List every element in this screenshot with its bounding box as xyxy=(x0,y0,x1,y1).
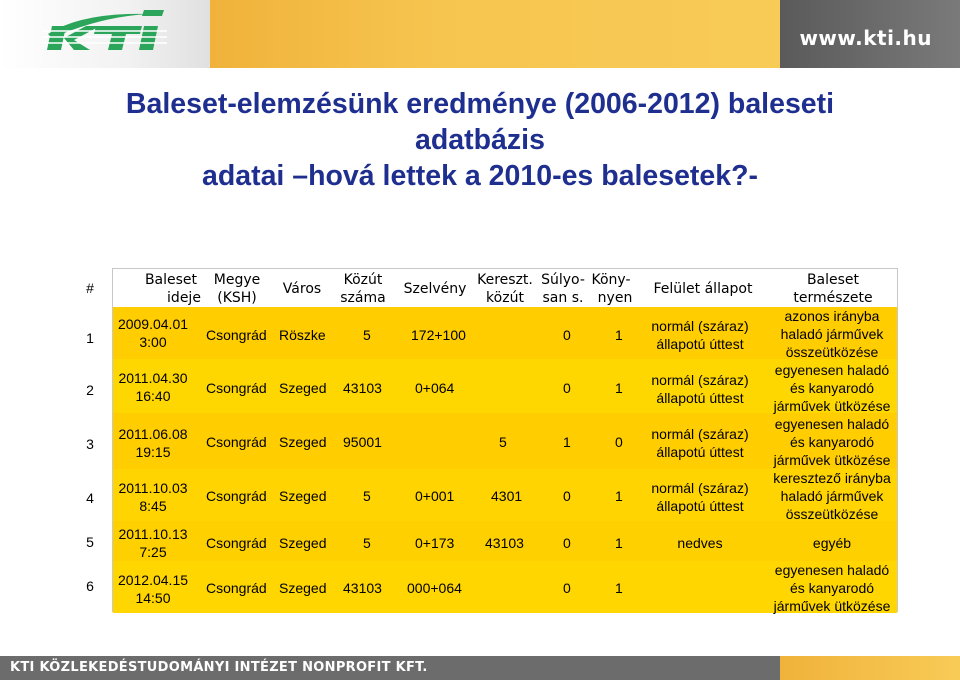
header-baleset-ideje xyxy=(131,271,211,307)
header-szelveny: Szelvény xyxy=(403,281,467,297)
cell-time: 7:25 xyxy=(139,544,167,560)
slide-title xyxy=(60,86,900,194)
cell-szelveny: 0+001 xyxy=(415,488,455,504)
header-konnyen xyxy=(587,271,635,307)
footer-yellow-band xyxy=(780,656,960,680)
header-text: Kereszt. xyxy=(477,272,533,288)
header-megye xyxy=(207,271,267,307)
row-number: 3 xyxy=(86,436,94,452)
cell-konnyen: 1 xyxy=(615,380,623,396)
header-text: Köny- xyxy=(591,272,631,288)
cell-sulyos: 0 xyxy=(563,488,571,504)
cell-megye: Csongrád xyxy=(206,535,267,551)
header-yellow-band xyxy=(210,0,780,68)
cell-time: 8:45 xyxy=(139,498,167,514)
header-kozut-szama xyxy=(333,271,393,307)
cell-szelveny: 000+064 xyxy=(407,580,462,596)
cell-termeszet: egyenesen haladó és kanyarodó járművek ütközése xyxy=(773,362,891,414)
cell-kereszt: 5 xyxy=(499,434,507,450)
cell-felulet-2: állapotú úttest xyxy=(656,390,744,406)
cell-kozut: 5 xyxy=(363,488,371,504)
cell-felulet-1: normál (száraz) xyxy=(651,480,749,496)
header-text: közút xyxy=(486,290,524,306)
cell-megye: Csongrád xyxy=(206,327,267,343)
cell-varos: Szeged xyxy=(279,434,327,450)
header-text: san s. xyxy=(542,290,584,306)
website-url[interactable]: www.kti.hu xyxy=(799,26,932,50)
cell-megye: Csongrád xyxy=(206,580,267,596)
cell-felulet-2: állapotú úttest xyxy=(656,498,744,514)
cell-megye: Csongrád xyxy=(206,434,267,450)
cell-szelveny: 0+064 xyxy=(415,380,455,396)
cell-time: 3:00 xyxy=(139,334,167,350)
cell-kereszt: 43103 xyxy=(485,535,524,551)
cell-time: 16:40 xyxy=(135,388,171,404)
cell-date: 2011.04.30 xyxy=(118,370,188,386)
cell-felulet-1: normál (száraz) xyxy=(651,372,749,388)
cell-sulyos: 0 xyxy=(563,380,571,396)
cell-time: 14:50 xyxy=(135,590,171,606)
cell-varos: Szeged xyxy=(279,580,327,596)
cell-konnyen: 1 xyxy=(615,580,623,596)
header-text: nyen xyxy=(597,290,633,306)
cell-felulet-1: normál (száraz) xyxy=(651,318,749,334)
header-text: Baleset xyxy=(806,272,860,288)
cell-szelveny: 0+173 xyxy=(415,535,455,551)
cell-konnyen: 1 xyxy=(615,488,623,504)
accident-table xyxy=(112,268,898,612)
header-text: Közút xyxy=(343,272,383,288)
cell-szelveny: 172+100 xyxy=(411,327,466,343)
row-number: 5 xyxy=(86,534,94,550)
cell-kozut: 5 xyxy=(363,535,371,551)
cell-megye: Csongrád xyxy=(206,488,267,504)
cell-kozut: 43103 xyxy=(343,580,382,596)
header-text: Súlyo- xyxy=(541,272,585,288)
cell-kozut: 5 xyxy=(363,327,371,343)
cell-kozut: 43103 xyxy=(343,380,382,396)
cell-varos: Szeged xyxy=(279,535,327,551)
title-line-1: Baleset-elemzésünk eredménye (2006-2012) baleseti adatbázis xyxy=(125,88,835,156)
header-termeszete xyxy=(768,271,898,307)
header-felulet: Felület állapot xyxy=(653,281,753,297)
kti-logo-icon xyxy=(42,8,167,54)
cell-date: 2009.04.01 xyxy=(117,316,189,332)
cell-felulet-1: normál (száraz) xyxy=(651,426,749,442)
cell-varos: Szeged xyxy=(279,380,327,396)
cell-felulet-2: állapotú úttest xyxy=(656,444,744,460)
header-text: Megye xyxy=(213,272,261,288)
cell-date: 2011.10.13 xyxy=(118,526,188,542)
row-number: 1 xyxy=(86,330,94,346)
cell-date: 2012.04.15 xyxy=(117,572,189,588)
cell-varos: Szeged xyxy=(279,488,327,504)
footer-bar xyxy=(0,656,960,680)
row-number: 4 xyxy=(86,490,94,506)
header-text: természete xyxy=(793,290,873,306)
cell-termeszet: azonos irányba haladó járművek összeütközése xyxy=(780,308,884,360)
cell-kozut: 95001 xyxy=(343,434,382,450)
header-kereszt-kozut xyxy=(475,271,535,307)
cell-sulyos: 0 xyxy=(563,580,571,596)
header-text: száma xyxy=(340,290,386,306)
header-text: Baleset xyxy=(144,272,198,288)
header-bar xyxy=(0,0,960,68)
cell-termeszet: egyéb xyxy=(812,535,852,551)
cell-konnyen: 1 xyxy=(615,327,623,343)
header-text: ideje xyxy=(167,290,201,306)
cell-konnyen: 0 xyxy=(615,434,623,450)
header-hash: # xyxy=(86,280,94,296)
cell-felulet-1: nedves xyxy=(677,535,723,551)
cell-termeszet: egyenesen haladó és kanyarodó járművek ütközése xyxy=(773,416,891,468)
header-varos: Város xyxy=(282,281,322,297)
title-line-2: adatai –hová lettek a 2010-es balesetek?- xyxy=(201,160,759,192)
row-number: 2 xyxy=(86,382,94,398)
row-number: 6 xyxy=(86,578,94,594)
cell-time: 19:15 xyxy=(135,444,171,460)
cell-sulyos: 0 xyxy=(563,535,571,551)
cell-termeszet: keresztező irányba haladó járművek összeütközése xyxy=(773,470,891,522)
header-sulyosan xyxy=(537,271,589,307)
cell-termeszet: egyenesen haladó és kanyarodó járművek ütközése xyxy=(773,562,891,614)
cell-varos: Röszke xyxy=(279,327,326,343)
cell-kereszt: 4301 xyxy=(491,488,523,504)
cell-sulyos: 0 xyxy=(563,327,571,343)
footer-company-name: KTI KÖZLEKEDÉSTUDOMÁNYI INTÉZET NONPROFIT KFT. xyxy=(10,660,428,675)
cell-megye: Csongrád xyxy=(206,380,267,396)
cell-date: 2011.06.08 xyxy=(118,426,188,442)
cell-date: 2011.10.03 xyxy=(118,480,188,496)
header-text: (KSH) xyxy=(217,290,257,306)
cell-sulyos: 1 xyxy=(563,434,571,450)
cell-felulet-2: állapotú úttest xyxy=(656,336,744,352)
cell-konnyen: 1 xyxy=(615,535,623,551)
